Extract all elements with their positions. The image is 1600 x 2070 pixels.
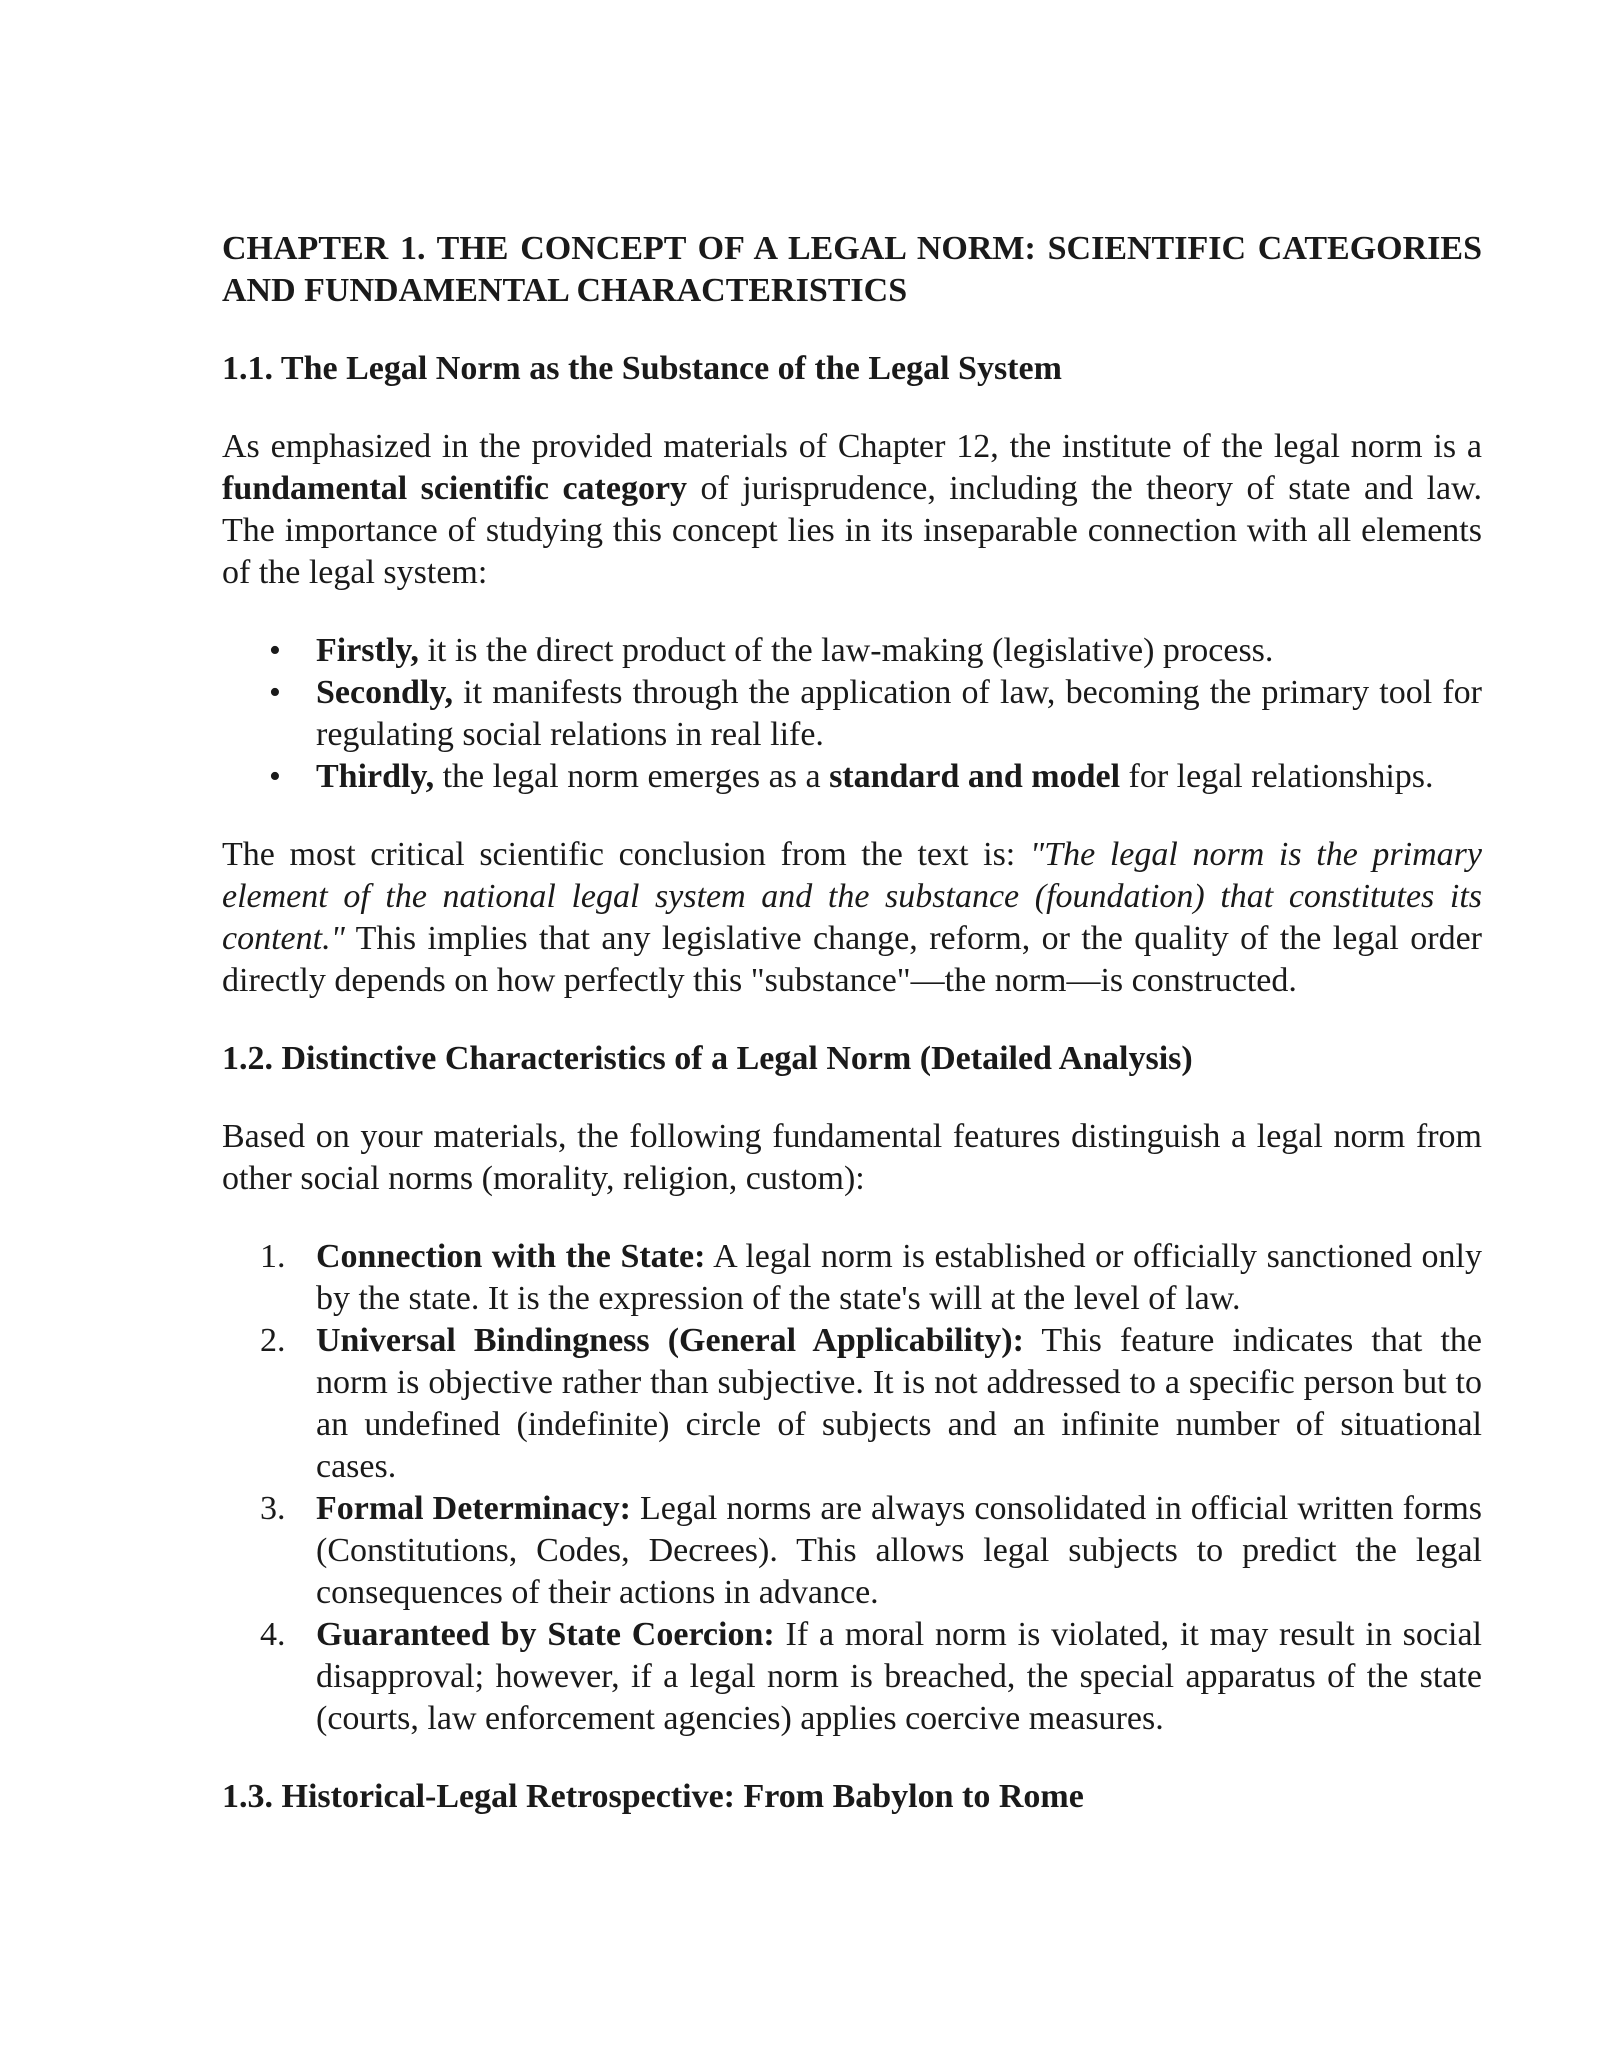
list-number: 3. — [260, 1490, 286, 1527]
section-1-2-intro-paragraph: Based on your materials, the following fundamental features distinguish a legal norm from other social norms (morality, religion, custom): — [222, 1118, 1482, 1197]
intro-bold-term: fundamental scientific category — [222, 470, 688, 507]
numbered-item-text — [316, 1238, 1482, 1317]
numbered-item-state-coercion — [222, 1614, 1482, 1740]
section-1-1-intro-paragraph — [222, 426, 1482, 594]
bullet-item-firstly — [222, 630, 1482, 672]
bullet-item-body-end: for legal relationships. — [1120, 758, 1434, 795]
bullet-item-emphasis: standard and model — [829, 758, 1121, 795]
numbered-item-body: If a moral norm is violated, it may result in social disapproval; however, if a legal norm is breached, the special apparatus of the state (courts, law enforcement agencies) applies coercive measures. — [316, 1616, 1482, 1737]
section-heading-1-2: 1.2. Distinctive Characteristics of a Legal Norm (Detailed Analysis) — [222, 1040, 1193, 1077]
bullet-item-text — [316, 632, 1273, 669]
section-heading-1-3: 1.3. Historical-Legal Retrospective: From Babylon to Rome — [222, 1778, 1084, 1815]
list-number: 4. — [260, 1616, 286, 1653]
conclusion-quote: "The legal norm is the primary element of the national legal system and the substance (foundation) that constitutes its content." — [222, 836, 1482, 957]
numbered-item-connection-with-state — [222, 1236, 1482, 1320]
bullet-marker: • — [269, 632, 281, 669]
bullet-item-text — [316, 674, 1482, 753]
conclusion-text-start: The most critical scientific conclusion from the text is: — [222, 836, 1030, 873]
numbered-item-text — [316, 1490, 1482, 1611]
document-page — [222, 228, 1482, 1854]
numbered-item-formal-determinacy — [222, 1488, 1482, 1614]
bullet-item-body: it manifests through the application of law, becoming the primary tool for regulating social relations in real life. — [316, 674, 1482, 753]
numbered-item-text — [316, 1322, 1482, 1485]
section-1-1-conclusion-paragraph — [222, 834, 1482, 1002]
bullet-item-body: it is the direct product of the law-making (legislative) process. — [418, 632, 1274, 669]
bullet-item-body: the legal norm emerges as a — [434, 758, 830, 795]
section-heading-1-1: 1.1. The Legal Norm as the Substance of the Legal System — [222, 350, 1062, 387]
numbered-item-universal-bindingness — [222, 1320, 1482, 1488]
bullet-list — [222, 630, 1482, 798]
bullet-item-text — [316, 758, 1434, 795]
intro-text-start: As emphasized in the provided materials of Chapter 12, the institute of the legal norm is a — [222, 428, 1482, 465]
bullet-item-lead: Thirdly, — [316, 758, 435, 795]
numbered-list — [222, 1236, 1482, 1740]
bullet-marker: • — [269, 758, 281, 795]
conclusion-text-end: This implies that any legislative change, reform, or the quality of the legal order directly depends on how perfectly this "substance"—the norm—is constructed. — [222, 920, 1482, 999]
bullet-item-thirdly — [222, 756, 1482, 798]
numbered-item-lead: Guaranteed by State Coercion: — [316, 1616, 775, 1653]
chapter-title: CHAPTER 1. THE CONCEPT OF A LEGAL NORM: SCIENTIFIC CATEGORIES AND FUNDAMENTAL CHARACTERISTICS — [222, 230, 1482, 309]
bullet-item-lead: Firstly, — [316, 632, 419, 669]
intro-text-end: of jurisprudence, including the theory of state and law. The importance of studying this concept lies in its inseparable connection with all elements of the legal system: — [222, 470, 1482, 591]
bullet-marker: • — [269, 674, 281, 711]
numbered-item-lead: Connection with the State: — [316, 1238, 706, 1275]
numbered-item-text — [316, 1616, 1482, 1737]
numbered-item-body: Legal norms are always consolidated in official written forms (Constitutions, Codes, Decrees). This allows legal subjects to predict the legal consequences of their actions in advance. — [316, 1490, 1482, 1611]
numbered-item-lead: Universal Bindingness (General Applicability): — [316, 1322, 1024, 1359]
numbered-item-body: This feature indicates that the norm is objective rather than subjective. It is not addressed to a specific person but to an undefined (indefinite) circle of subjects and an infinite number of situational cases. — [316, 1322, 1483, 1485]
list-number: 2. — [260, 1322, 286, 1359]
bullet-item-secondly — [222, 672, 1482, 756]
list-number: 1. — [260, 1238, 286, 1275]
numbered-item-lead: Formal Determinacy: — [316, 1490, 631, 1527]
bullet-item-lead: Secondly, — [316, 674, 453, 711]
numbered-item-body: A legal norm is established or officially sanctioned only by the state. It is the expression of the state's will at the level of law. — [316, 1238, 1482, 1317]
